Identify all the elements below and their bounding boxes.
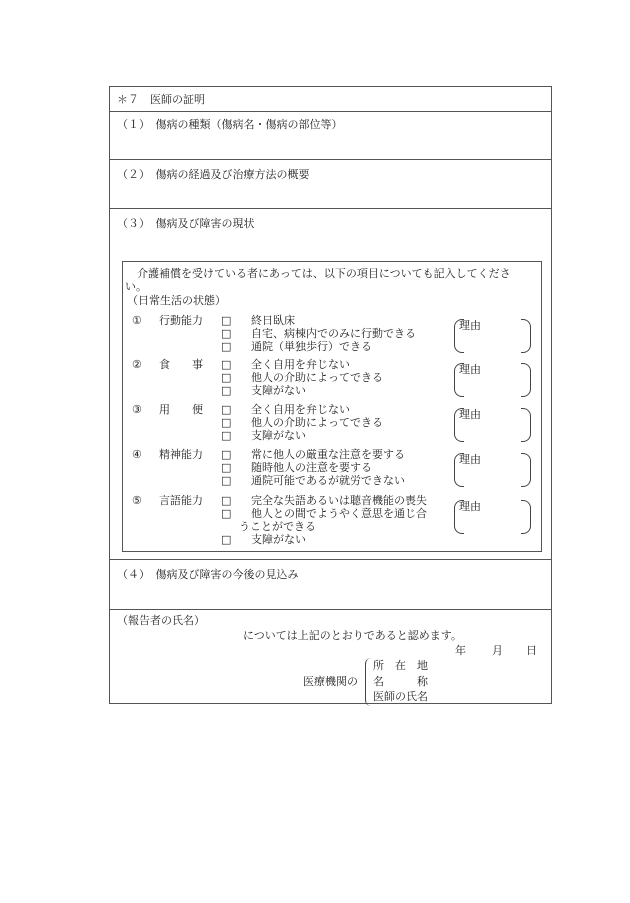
divider — [110, 159, 551, 160]
checkbox[interactable]: □ — [221, 448, 232, 461]
option-label: 常に他人の厳重な注意を要する — [251, 448, 405, 461]
doctor-certificate-form — [109, 86, 552, 704]
reason-label: 理由 — [459, 408, 481, 421]
item-number: ③ — [132, 403, 142, 416]
item-label: 言語能力 — [159, 494, 203, 507]
option-label: 通院（単独歩行）できる — [251, 340, 372, 353]
daily-living-heading: （日常生活の状態） — [127, 294, 226, 307]
reporter-name-label: （報告者の氏名） — [117, 614, 205, 627]
date-year: 年 — [455, 644, 466, 657]
divider — [110, 208, 551, 209]
intro-text-line1: 介護補償を受けている者にあっては、以下の項目についても記入してくださ — [137, 267, 511, 280]
checkbox[interactable]: □ — [221, 314, 232, 327]
item-label: 用 便 — [159, 403, 203, 416]
checkbox[interactable]: □ — [221, 327, 232, 340]
date-day: 日 — [526, 644, 537, 657]
checkbox[interactable]: □ — [221, 429, 232, 442]
option-label: 他人の介助によってできる — [251, 371, 383, 384]
option-label: 自宅、病棟内でのみに行動できる — [251, 327, 416, 340]
option-label: 完全な失語あるいは聴音機能の喪失 — [251, 494, 427, 507]
divider — [110, 559, 551, 560]
checkbox[interactable]: □ — [221, 461, 232, 474]
checkbox[interactable]: □ — [221, 416, 232, 429]
reason-paren-right — [521, 408, 531, 442]
option-label: 他人の介助によってできる — [251, 416, 383, 429]
reason-label: 理由 — [459, 500, 481, 513]
reason-paren-right — [521, 453, 531, 487]
checkbox[interactable]: □ — [221, 371, 232, 384]
certification-statement: については上記のとおりであると認めます。 — [243, 629, 462, 642]
q1-disease-type: （１） 傷病の種類（傷病名・傷病の部位等） — [117, 118, 343, 131]
reason-paren-right — [521, 319, 531, 353]
q2-disease-course: （２） 傷病の経過及び治療方法の概要 — [117, 168, 310, 181]
item-number: ② — [132, 358, 142, 371]
option-label-continuation: うことができる — [239, 520, 316, 533]
checkbox[interactable]: □ — [221, 403, 232, 416]
option-label: 全く自用を弁じない — [251, 403, 350, 416]
checkbox[interactable]: □ — [221, 533, 232, 546]
brace — [365, 658, 373, 706]
checkbox[interactable]: □ — [221, 384, 232, 397]
institution-name-label: 名 称 — [373, 675, 428, 688]
option-label: 終日臥床 — [251, 314, 295, 327]
divider — [110, 609, 551, 610]
daily-living-box — [122, 261, 542, 552]
medical-institution-label: 医療機関の — [303, 675, 358, 688]
option-label: 支障がない — [251, 384, 306, 397]
checkbox[interactable]: □ — [221, 494, 232, 507]
reason-paren-right — [521, 500, 531, 534]
item-number: ④ — [132, 448, 142, 461]
option-label: 通院可能であるが就労できない — [251, 474, 405, 487]
divider — [110, 111, 551, 112]
item-number: ① — [132, 314, 142, 327]
q4-prognosis: （４） 傷病及び障害の今後の見込み — [117, 568, 299, 581]
reason-label: 理由 — [459, 363, 481, 376]
reason-label: 理由 — [459, 319, 481, 332]
item-label: 食 事 — [159, 358, 203, 371]
item-label: 精神能力 — [159, 448, 203, 461]
checkbox[interactable]: □ — [221, 340, 232, 353]
option-label: 支障がない — [251, 533, 306, 546]
option-label: 他人との間でようやく意思を通じ合 — [251, 507, 427, 520]
option-label: 随時他人の注意を要する — [251, 461, 372, 474]
reason-label: 理由 — [459, 453, 481, 466]
option-label: 支障がない — [251, 429, 306, 442]
date-month: 月 — [492, 644, 503, 657]
checkbox[interactable]: □ — [221, 474, 232, 487]
checkbox[interactable]: □ — [221, 507, 232, 520]
item-number: ⑤ — [132, 494, 142, 507]
q3-current-status: （３） 傷病及び障害の現状 — [117, 217, 255, 230]
doctor-name-label: 医師の氏名 — [373, 690, 428, 703]
address-label: 所 在 地 — [373, 659, 428, 672]
section7-title: ＊７ 医師の証明 — [117, 93, 205, 106]
option-label: 全く自用を弁じない — [251, 358, 350, 371]
intro-text-line2: い。 — [125, 280, 147, 293]
reason-paren-right — [521, 363, 531, 397]
checkbox[interactable]: □ — [221, 358, 232, 371]
item-label: 行動能力 — [159, 314, 203, 327]
